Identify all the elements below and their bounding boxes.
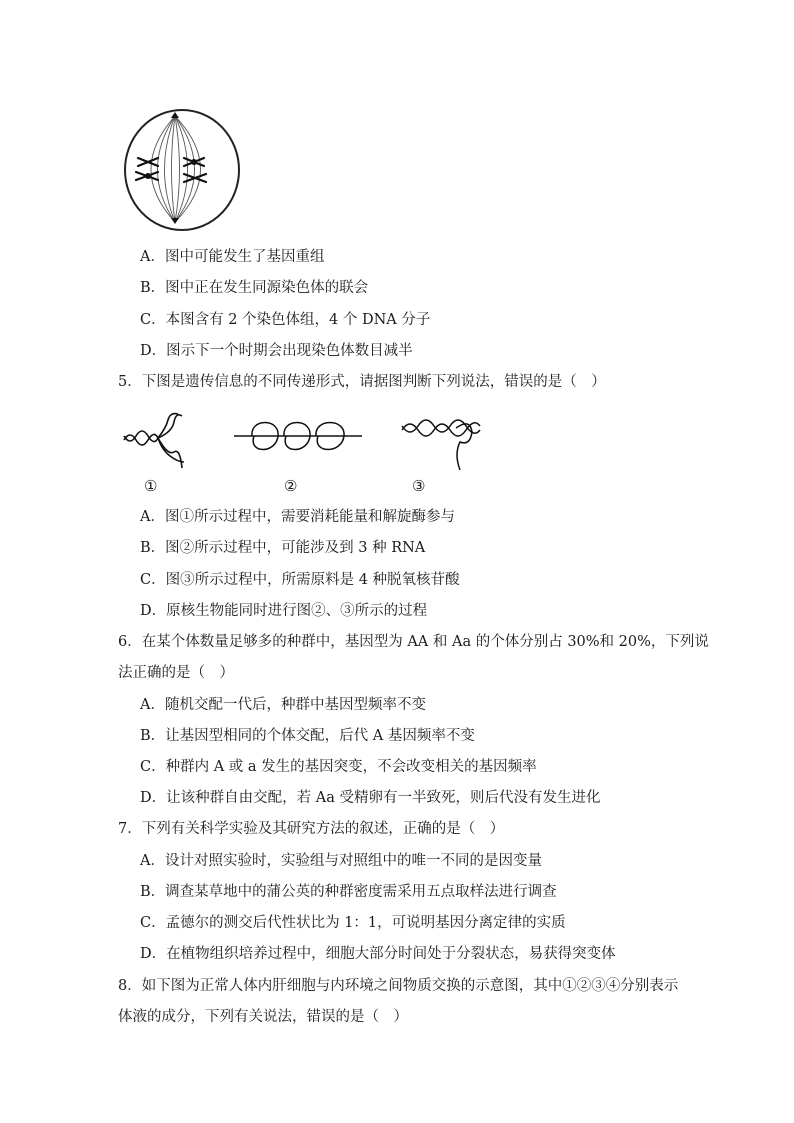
q5-option-c: C．图③所示过程中，所需原料是 4 种脱氧核苷酸 xyxy=(140,572,460,588)
q5-stem: 5．下图是遗传信息的不同传递形式，请据图判断下列说法，错误的是（ ） xyxy=(118,374,606,390)
q8-stem-line2: 体液的成分，下列有关说法，错误的是（ ） xyxy=(118,1009,408,1025)
q7-option-a: A．设计对照实验时，实验组与对照组中的唯一不同的是因变量 xyxy=(140,853,542,869)
q6-stem-line2: 法正确的是（ ） xyxy=(118,665,234,681)
q6-stem-line1: 6．在某个体数量足够多的种群中，基因型为 AA 和 Aa 的个体分别占 30%和 20%，下列说 xyxy=(118,634,709,650)
q6-option-c: C．种群内 A 或 a 发生的基因突变，不会改变相关的基因频率 xyxy=(140,759,537,775)
q7-option-d: D．在植物组织培养过程中，细胞大部分时间处于分裂状态，易获得突变体 xyxy=(140,946,616,962)
q4-option-d: D．图示下一个时期会出现染色体数目减半 xyxy=(140,343,413,359)
reverse-transcription-figure xyxy=(400,414,484,472)
dna-replication-figure xyxy=(122,412,188,472)
q6-option-a: A．随机交配一代后，种群中基因型频率不变 xyxy=(140,697,426,713)
figure-label-2: ② xyxy=(284,477,298,495)
q4-option-b: B．图中正在发生同源染色体的联会 xyxy=(140,280,369,296)
q6-option-b: B．让基因型相同的个体交配，后代 A 基因频率不变 xyxy=(140,728,475,744)
q4-option-a: A．图中可能发生了基因重组 xyxy=(140,249,325,265)
cell-division-figure xyxy=(122,106,242,234)
figure-label-3: ③ xyxy=(412,477,426,495)
q8-stem-line1: 8．如下图为正常人体内肝细胞与内环境之间物质交换的示意图，其中①②③④分别表示 xyxy=(118,978,679,994)
q7-stem: 7．下列有关科学实验及其研究方法的叙述，正确的是（ ） xyxy=(118,821,505,837)
q6-option-d: D．让该种群自由交配，若 Aa 受精卵有一半致死，则后代没有发生进化 xyxy=(140,790,601,806)
q7-option-c: C．孟德尔的测交后代性状比为 1：1，可说明基因分离定律的实质 xyxy=(140,915,566,931)
q7-option-b: B．调查某草地中的蒲公英的种群密度需采用五点取样法进行调查 xyxy=(140,884,557,900)
q5-option-b: B．图②所示过程中，可能涉及到 3 种 RNA xyxy=(140,540,426,556)
figure-label-1: ① xyxy=(144,477,158,495)
q5-option-d: D．原核生物能同时进行图②、③所示的过程 xyxy=(140,603,428,619)
transcription-translation-figure xyxy=(234,414,364,462)
q4-option-c: C．本图含有 2 个染色体组，4 个 DNA 分子 xyxy=(140,312,431,328)
q5-option-a: A．图①所示过程中，需要消耗能量和解旋酶参与 xyxy=(140,509,455,525)
